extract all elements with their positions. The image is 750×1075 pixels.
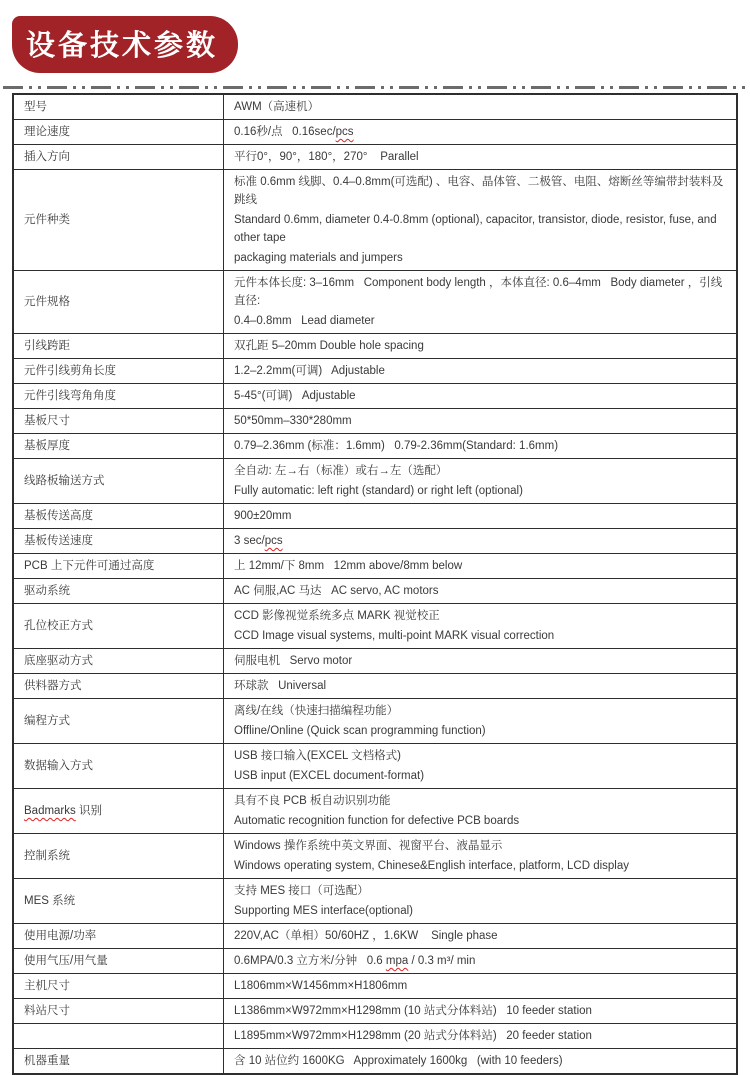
spec-value-line: Windows operating system, Chinese&English interface, platform, LCD display (234, 860, 630, 872)
spec-label-text: 使用电源/功率 (24, 930, 97, 942)
spec-value-line: AC 伺服,AC 马达 AC servo, AC motors (234, 585, 439, 597)
spec-value (224, 649, 736, 673)
spec-value (224, 170, 736, 270)
spec-label (14, 120, 224, 144)
spec-label-text: 机器重量 (24, 1055, 70, 1067)
spellcheck-squiggle: Badmarks (24, 805, 76, 817)
spec-label-text: 元件引线弯角角度 (24, 390, 116, 402)
spec-label-text: 底座驱动方式 (24, 655, 93, 667)
spec-value-line: 0.6MPA/0.3 立方米/分钟 0.6 mpa / 0.3 m³/ min (234, 955, 476, 967)
table-row (14, 878, 736, 923)
spec-label-text (24, 1035, 213, 1037)
spec-label (14, 554, 224, 578)
spec-label (14, 649, 224, 673)
spec-label (14, 504, 224, 528)
spec-label-text: 供料器方式 (24, 680, 82, 692)
spec-label-text: 插入方向 (24, 151, 70, 163)
spec-value-line: 220V,AC（单相）50/60HZ ，1.6KW Single phase (234, 930, 498, 942)
spec-label-text: 使用气压/用气量 (24, 955, 108, 967)
spec-label (14, 170, 224, 270)
spec-label-text: 基板传送高度 (24, 510, 93, 522)
spec-value-line: Windows 操作系统中英文界面、视窗平台、液晶显示 (234, 840, 503, 852)
spec-label (14, 384, 224, 408)
spec-value-line: 标准 0.6mm 线脚、0.4–0.8mm(可选配) 、电容、晶体管、二极管、电阻、熔断丝等编带封装料及跳线 (234, 176, 724, 206)
table-row (14, 95, 736, 119)
spec-value (224, 949, 736, 973)
table-row (14, 833, 736, 878)
table-row (14, 433, 736, 458)
spec-value (224, 879, 736, 923)
spec-label (14, 744, 224, 788)
spec-value-line: Automatic recognition function for defective PCB boards (234, 815, 520, 827)
spec-label (14, 924, 224, 948)
spec-value (224, 789, 736, 833)
spec-label (14, 1024, 224, 1048)
table-row (14, 578, 736, 603)
spec-label-text: 元件引线剪角长度 (24, 365, 116, 377)
spec-value-line: 离线/在线（快速扫描编程功能） (234, 705, 399, 717)
page-title: 设备技术参数 (12, 16, 238, 73)
spec-label-text: 孔位校正方式 (24, 620, 93, 632)
spec-label (14, 604, 224, 648)
spec-value-line: 全自动: 左→右（标准）或右→左（选配） (234, 465, 448, 477)
spec-value-line: Fully automatic: left right (standard) or right left (optional) (234, 485, 523, 497)
spec-value-line: L1806mm×W1456mm×H1806mm (234, 980, 408, 992)
table-row (14, 169, 736, 270)
spec-value-line: 具有不良 PCB 板自动识别功能 (234, 795, 391, 807)
spec-label-text: Badmarks 识别 (24, 805, 102, 817)
spec-value (224, 120, 736, 144)
spec-value-line: Supporting MES interface(optional) (234, 905, 413, 917)
spec-label-text: 驱动系统 (24, 585, 70, 597)
table-row (14, 270, 736, 333)
spellcheck-squiggle: mpa (385, 955, 409, 967)
spec-label (14, 834, 224, 878)
spec-value (224, 271, 736, 333)
table-row (14, 383, 736, 408)
spec-label (14, 145, 224, 169)
spec-value-line: 50*50mm–330*280mm (234, 415, 352, 427)
spec-value-line: packaging materials and jumpers (234, 252, 403, 264)
table-row (14, 144, 736, 169)
table-row (14, 119, 736, 144)
spec-label (14, 529, 224, 553)
spec-label-text: 型号 (24, 101, 47, 113)
spec-value (224, 579, 736, 603)
spec-value (224, 999, 736, 1023)
spec-value-line: 900±20mm (234, 510, 292, 522)
spec-value-line: 元件本体长度: 3–16mm Component body length ，本体直径: 0.6–4mm Body diameter ，引线直径: (234, 277, 723, 307)
spec-label-text: 元件种类 (24, 214, 70, 226)
spec-value (224, 674, 736, 698)
spec-label-text: MES 系统 (24, 895, 76, 907)
spec-label (14, 95, 224, 119)
spec-label (14, 359, 224, 383)
spec-label-text: 料站尺寸 (24, 1005, 70, 1017)
table-row (14, 788, 736, 833)
spec-label (14, 949, 224, 973)
spec-value-line: L1895mm×W972mm×H1298mm (20 站式分体料站) 20 feeder station (234, 1030, 592, 1042)
spec-value (224, 359, 736, 383)
spec-label-text: 控制系统 (24, 850, 70, 862)
spec-value-line: Offline/Online (Quick scan programming function) (234, 725, 486, 737)
spec-label (14, 409, 224, 433)
spec-value-line: CCD Image visual systems, multi-point MARK visual correction (234, 630, 555, 642)
dashed-separator (3, 86, 747, 89)
spec-value (224, 95, 736, 119)
table-row (14, 603, 736, 648)
spec-value-line: 支持 MES 接口（可选配） (234, 885, 369, 897)
table-row (14, 528, 736, 553)
spec-label (14, 434, 224, 458)
spec-value-line: L1386mm×W972mm×H1298mm (10 站式分体料站) 10 feeder station (234, 1005, 592, 1017)
spec-value-line: 环球款 Universal (234, 680, 327, 692)
spec-label (14, 334, 224, 358)
spec-value (224, 145, 736, 169)
spec-value (224, 459, 736, 503)
spec-label-text: 编程方式 (24, 715, 70, 727)
spec-value-line: 上 12mm/下 8mm 12mm above/8mm below (234, 560, 463, 572)
spec-value-line: 0.79–2.36mm (标准：1.6mm) 0.79-2.36mm(Standard: 1.6mm) (234, 440, 559, 452)
spec-label-text: 引线跨距 (24, 340, 70, 352)
spec-value-line: 0.4–0.8mm Lead diameter (234, 315, 375, 327)
spec-value (224, 699, 736, 743)
spec-value (224, 529, 736, 553)
spec-label-text: 基板尺寸 (24, 415, 70, 427)
table-row (14, 648, 736, 673)
table-row (14, 1048, 736, 1073)
spec-label (14, 974, 224, 998)
spec-value-line: 双孔距 5–20mm Double hole spacing (234, 340, 424, 352)
spec-value-line: Standard 0.6mm, diameter 0.4-0.8mm (optional), capacitor, transistor, diode, resistor, fuse, and other tape (234, 214, 720, 244)
spec-label (14, 1049, 224, 1073)
spec-value (224, 554, 736, 578)
spec-value-line: 含 10 站位约 1600KG Approximately 1600kg (with 10 feeders) (234, 1055, 563, 1067)
spec-label (14, 674, 224, 698)
spec-value (224, 1024, 736, 1048)
spellcheck-squiggle: pcs (335, 126, 354, 138)
spec-label (14, 699, 224, 743)
table-row (14, 408, 736, 433)
spec-value-line: 3 sec/pcs (234, 535, 283, 547)
table-row (14, 948, 736, 973)
spec-value (224, 384, 736, 408)
spec-value (224, 409, 736, 433)
spec-label-text: 数据输入方式 (24, 760, 93, 772)
table-row (14, 553, 736, 578)
spec-value (224, 334, 736, 358)
spec-value-line: 平行0°，90°，180°，270° Parallel (234, 151, 419, 163)
table-row (14, 1023, 736, 1048)
spec-label-text: 基板厚度 (24, 440, 70, 452)
spec-value-line: USB input (EXCEL document-format) (234, 770, 425, 782)
spec-label-text: PCB 上下元件可通过高度 (24, 560, 155, 572)
spec-label (14, 879, 224, 923)
spec-label-text: 元件规格 (24, 296, 70, 308)
table-row (14, 973, 736, 998)
table-row (14, 503, 736, 528)
spec-label-text: 主机尺寸 (24, 980, 70, 992)
spec-value (224, 924, 736, 948)
spec-label-text: 线路板输送方式 (24, 475, 105, 487)
spec-value-line: AWM（高速机） (234, 101, 320, 113)
spec-label-text: 基板传送速度 (24, 535, 93, 547)
table-row (14, 333, 736, 358)
spec-value (224, 504, 736, 528)
spec-value-line: 5-45°(可调) Adjustable (234, 390, 356, 402)
spec-value (224, 604, 736, 648)
spec-value (224, 834, 736, 878)
spec-value-line: CCD 影像视觉系统多点 MARK 视觉校正 (234, 610, 440, 622)
spec-value-line: 0.16秒/点 0.16sec/pcs (234, 126, 354, 138)
spec-value (224, 1049, 736, 1073)
spec-value (224, 744, 736, 788)
spec-label (14, 999, 224, 1023)
table-row (14, 998, 736, 1023)
spec-value-line: 伺服电机 Servo motor (234, 655, 353, 667)
table-row (14, 458, 736, 503)
table-row (14, 743, 736, 788)
spec-value (224, 434, 736, 458)
spec-label (14, 459, 224, 503)
spec-table (12, 93, 738, 1075)
spec-label (14, 579, 224, 603)
table-row (14, 673, 736, 698)
spec-value-line: 1.2–2.2mm(可调) Adjustable (234, 365, 385, 377)
spec-value (224, 974, 736, 998)
spec-label-text: 理论速度 (24, 126, 70, 138)
table-row (14, 923, 736, 948)
table-row (14, 358, 736, 383)
spec-label (14, 271, 224, 333)
table-row (14, 698, 736, 743)
spec-value-line: USB 接口输入(EXCEL 文档格式) (234, 750, 401, 762)
spellcheck-squiggle: pcs (264, 535, 283, 547)
spec-label (14, 789, 224, 833)
